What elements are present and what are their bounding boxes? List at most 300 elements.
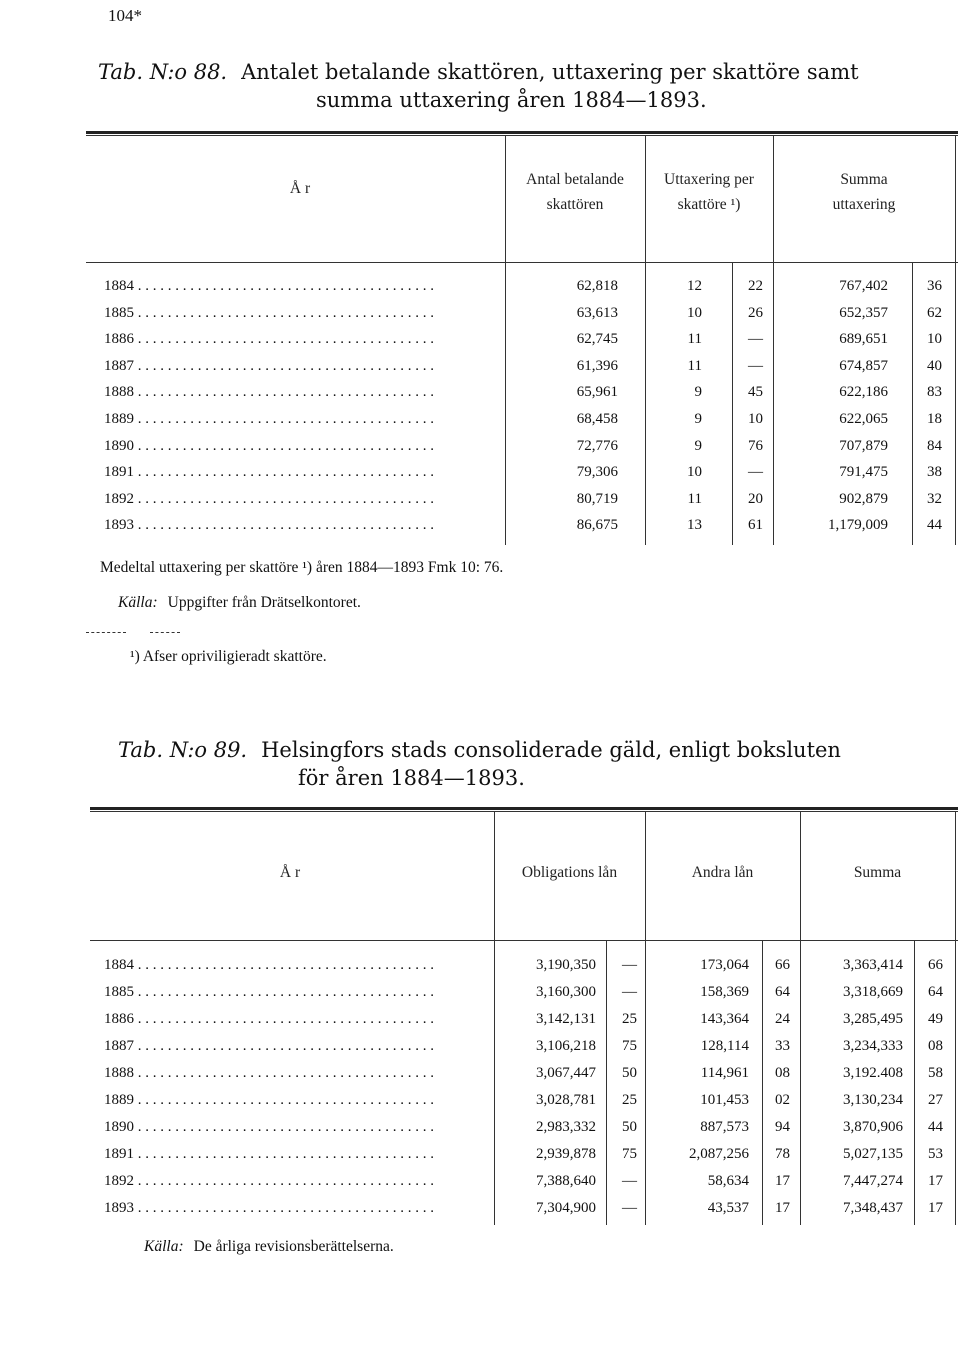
per-mk-cell [646, 515, 702, 535]
rule [90, 940, 958, 941]
column-divider [955, 811, 956, 1225]
sum-p-cell [915, 982, 943, 1002]
sum-mk-cell [774, 329, 888, 349]
bonds-p-cell [607, 1063, 637, 1083]
sum-p-cell-text: 18 [927, 411, 942, 427]
bonds-p-cell [607, 1171, 637, 1191]
per-p-cell-text: 22 [748, 278, 763, 294]
bonds-mk-cell-text: 7,388,640 [536, 1173, 596, 1189]
payers-cell-text: 62,818 [576, 278, 618, 294]
other-mk-cell [646, 1117, 749, 1137]
per-p-cell [733, 515, 763, 535]
leader-dots: . . . . . . . . . . . . . . . . . . . . . . . . . . . . . . . . . . . . . . . . [134, 984, 434, 1000]
year-cell [104, 982, 486, 1002]
other-mk-cell [646, 1090, 749, 1110]
rule [90, 807, 958, 810]
bonds-p-cell-text: 25 [622, 1011, 637, 1027]
other-p-cell [763, 1144, 790, 1164]
sum-p-cell-text: 84 [927, 437, 942, 454]
sum-mk-cell-text: 7,447,274 [843, 1173, 903, 1189]
sum-p-cell [915, 1009, 943, 1029]
per-p-cell-text: 76 [748, 437, 763, 454]
sum-p-cell-text: 36 [927, 278, 942, 294]
sum-p-cell [913, 276, 942, 296]
source-88 [118, 594, 361, 612]
sum-p-cell [915, 1036, 943, 1056]
bonds-mk-cell [495, 1117, 596, 1137]
bonds-mk-cell-text: 3,160,300 [536, 984, 596, 1000]
other-p-cell-text: 64 [775, 984, 790, 1000]
per-mk-cell [646, 276, 702, 296]
table-88-label: Tab. N:o 88. [98, 60, 228, 84]
year-cell [104, 1171, 486, 1191]
table-89-label: Tab. N:o 89. [118, 738, 248, 762]
per-mk-cell-text: 12 [687, 278, 702, 294]
per-mk-cell-text: 11 [687, 357, 702, 374]
year-cell-text: 1886 [104, 331, 134, 348]
other-mk-cell [646, 982, 749, 1002]
bonds-p-cell-text: 75 [622, 1146, 637, 1162]
year-cell-text: 1891 [104, 1146, 134, 1162]
sum-p-cell [913, 329, 942, 349]
other-mk-cell-text: 887,573 [700, 1119, 749, 1135]
year-cell [104, 276, 500, 296]
bonds-mk-cell [495, 1198, 596, 1218]
year-cell [104, 489, 500, 509]
other-mk-cell-text: 101,453 [700, 1092, 749, 1108]
sum-p-cell [915, 955, 943, 975]
bonds-p-cell [607, 1117, 637, 1137]
per-mk-cell [646, 356, 702, 376]
sum-mk-cell-text: 622,186 [839, 384, 888, 401]
sum-mk-cell-text: 1,179,009 [828, 517, 888, 534]
payers-cell-text: 79,306 [576, 464, 618, 481]
header-other-loans: Andra lån [691, 864, 754, 881]
header-sum [773, 167, 955, 217]
bonds-mk-cell [495, 1063, 596, 1083]
header-year: Å r [279, 864, 301, 881]
per-mk-cell [646, 382, 702, 402]
header-sum-line2: uttaxering [832, 196, 896, 213]
sum-p-cell [913, 489, 942, 509]
bonds-p-cell [607, 1144, 637, 1164]
year-cell [104, 1117, 486, 1137]
leader-dots: . . . . . . . . . . . . . . . . . . . . . . . . . . . . . . . . . . . . . . . . [134, 1146, 434, 1162]
sum-p-cell-text: 10 [927, 331, 942, 348]
year-cell [104, 1036, 486, 1056]
year-cell [104, 1144, 486, 1164]
per-mk-cell-text: 10 [687, 464, 702, 481]
bonds-p-cell-text: 75 [622, 1038, 637, 1054]
per-mk-cell [646, 462, 702, 482]
sum-p-cell-text: 53 [928, 1146, 943, 1162]
year-cell-text: 1889 [104, 1092, 134, 1108]
header-per-skattore [645, 167, 773, 217]
bonds-p-cell-text: 25 [622, 1092, 637, 1108]
payers-cell [506, 489, 618, 509]
rule [90, 811, 958, 812]
year-cell [104, 356, 500, 376]
sum-mk-cell-text: 3,192.408 [843, 1065, 903, 1081]
sum-mk-cell-text: 767,402 [839, 278, 888, 294]
year-cell-text: 1890 [104, 1119, 134, 1135]
other-p-cell [763, 982, 790, 1002]
year-cell [104, 1090, 486, 1110]
bonds-p-cell-text: 50 [622, 1119, 637, 1135]
year-cell [104, 1063, 486, 1083]
other-p-cell-text: 94 [775, 1119, 790, 1135]
sum-mk-cell-text: 689,651 [839, 331, 888, 348]
per-mk-cell [646, 409, 702, 429]
sum-p-cell [915, 1198, 943, 1218]
payers-cell-text: 63,613 [576, 304, 618, 321]
bonds-p-cell-text: — [622, 1200, 637, 1216]
header-year: Å r [289, 180, 311, 197]
leader-dots: . . . . . . . . . . . . . . . . . . . . . . . . . . . . . . . . . . . . . . . . [134, 1119, 434, 1135]
other-mk-cell-text: 114,961 [700, 1065, 749, 1081]
table-89-title [118, 736, 948, 792]
year-cell [104, 303, 500, 323]
leader-dots: . . . . . . . . . . . . . . . . . . . . . . . . . . . . . . . . . . . . . . . . [134, 957, 434, 973]
sum-mk-cell [774, 515, 888, 535]
other-mk-cell-text: 158,369 [700, 984, 749, 1000]
per-p-cell-text: — [748, 357, 763, 374]
year-cell-text: 1885 [104, 984, 134, 1000]
bonds-mk-cell-text: 2,983,332 [536, 1119, 596, 1135]
per-p-cell [733, 356, 763, 376]
payers-cell-text: 68,458 [576, 411, 618, 427]
bonds-mk-cell-text: 2,939,878 [536, 1146, 596, 1162]
sum-mk-cell [774, 436, 888, 456]
bonds-mk-cell [495, 1171, 596, 1191]
per-mk-cell-text: 11 [687, 331, 702, 348]
bonds-p-cell [607, 982, 637, 1002]
sum-mk-cell [774, 462, 888, 482]
other-p-cell [763, 1090, 790, 1110]
leader-dots: . . . . . . . . . . . . . . . . . . . . . . . . . . . . . . . . . . . . . . . . [134, 490, 434, 507]
sum-mk-cell-text: 3,363,414 [843, 957, 903, 973]
header-per-line1: Uttaxering per [664, 171, 754, 188]
sum-mk-cell-text: 3,318,669 [843, 984, 903, 1000]
sum-p-cell-text: 64 [928, 984, 943, 1000]
per-p-cell-text: — [748, 331, 763, 348]
sum-p-cell-text: 44 [928, 1119, 943, 1135]
per-p-cell [733, 303, 763, 323]
leader-dots: . . . . . . . . . . . . . . . . . . . . . . . . . . . . . . . . . . . . . . . . [134, 1038, 434, 1054]
other-mk-cell [646, 1009, 749, 1029]
sum-p-cell-text: 32 [927, 490, 942, 507]
year-cell-text: 1884 [104, 278, 134, 294]
sum-p-cell-text: 83 [927, 384, 942, 401]
other-p-cell-text: 02 [775, 1092, 790, 1108]
per-p-cell [733, 276, 763, 296]
year-cell-text: 1887 [104, 357, 134, 374]
year-cell [104, 382, 500, 402]
bonds-mk-cell [495, 955, 596, 975]
other-mk-cell-text: 43,537 [707, 1200, 749, 1216]
other-mk-cell-text: 173,064 [700, 957, 749, 973]
header-sum: Summa [853, 864, 902, 881]
other-p-cell [763, 955, 790, 975]
year-cell [104, 436, 500, 456]
rule [86, 262, 958, 263]
table-88-title-line1: Antalet betalande skattören, uttaxering per skattöre samt [241, 60, 859, 84]
other-mk-cell [646, 1063, 749, 1083]
sum-p-cell-text: 44 [927, 517, 942, 534]
sum-mk-cell [801, 1144, 903, 1164]
table-88-title [98, 58, 958, 114]
payers-cell [506, 409, 618, 429]
year-cell-text: 1891 [104, 464, 134, 481]
bonds-p-cell [607, 1009, 637, 1029]
other-p-cell [763, 1171, 790, 1191]
sum-p-cell [913, 436, 942, 456]
year-cell [104, 329, 500, 349]
payers-cell [506, 515, 618, 535]
sum-mk-cell [774, 409, 888, 429]
leader-dots: . . . . . . . . . . . . . . . . . . . . . . . . . . . . . . . . . . . . . . . . [134, 1200, 434, 1216]
sum-p-cell-text: 40 [927, 357, 942, 374]
year-cell [104, 955, 486, 975]
sum-mk-cell-text: 3,870,906 [843, 1119, 903, 1135]
payers-cell-text: 86,675 [576, 517, 618, 534]
sum-mk-cell-text: 622,065 [839, 411, 888, 427]
leader-dots: . . . . . . . . . . . . . . . . . . . . . . . . . . . . . . . . . . . . . . . . [134, 1173, 434, 1189]
per-mk-cell [646, 436, 702, 456]
year-cell-text: 1887 [104, 1038, 134, 1054]
other-p-cell [763, 1036, 790, 1056]
bonds-p-cell [607, 1036, 637, 1056]
header-sum-line1: Summa [840, 171, 888, 188]
payers-cell [506, 382, 618, 402]
sum-mk-cell-text: 3,285,495 [843, 1011, 903, 1027]
per-p-cell [733, 436, 763, 456]
footnote: ¹) Afser opriviligieradt skattöre. [130, 648, 327, 665]
sum-p-cell-text: 62 [927, 304, 942, 321]
header-per-line2: skattöre ¹) [677, 196, 741, 213]
bonds-mk-cell-text: 3,028,781 [536, 1092, 596, 1108]
footnote-rule [86, 632, 126, 633]
bonds-mk-cell [495, 982, 596, 1002]
year-cell-text: 1892 [104, 490, 134, 507]
year-cell-text: 1884 [104, 957, 134, 973]
sum-mk-cell [774, 303, 888, 323]
source-label: Källa: [144, 1238, 184, 1255]
payers-cell-text: 80,719 [576, 490, 618, 507]
sum-p-cell-text: 58 [928, 1065, 943, 1081]
sum-p-cell [913, 409, 942, 429]
leader-dots: . . . . . . . . . . . . . . . . . . . . . . . . . . . . . . . . . . . . . . . . [134, 331, 434, 348]
sum-mk-cell [801, 1063, 903, 1083]
bonds-mk-cell-text: 7,304,900 [536, 1200, 596, 1216]
rule [86, 135, 958, 136]
bonds-p-cell [607, 1198, 637, 1218]
sum-p-cell [913, 382, 942, 402]
leader-dots: . . . . . . . . . . . . . . . . . . . . . . . . . . . . . . . . . . . . . . . . [134, 278, 434, 294]
sum-mk-cell [801, 982, 903, 1002]
table-89-title-line2: för åren 1884—1893. [298, 766, 525, 790]
sum-p-cell [913, 303, 942, 323]
sum-mk-cell [801, 1090, 903, 1110]
source-text: De årliga revisionsberättelserna. [193, 1238, 394, 1255]
sum-mk-cell [801, 1009, 903, 1029]
per-p-cell [733, 489, 763, 509]
bonds-p-cell-text: — [622, 984, 637, 1000]
bonds-p-cell-text: 50 [622, 1065, 637, 1081]
sum-p-cell [915, 1171, 943, 1191]
header-payers [505, 167, 645, 217]
per-p-cell-text: 45 [748, 384, 763, 401]
sum-mk-cell [801, 1117, 903, 1137]
year-cell-text: 1886 [104, 1011, 134, 1027]
table-88-title-line2: summa uttaxering åren 1884—1893. [316, 88, 707, 112]
sum-mk-cell [801, 955, 903, 975]
year-cell-text: 1888 [104, 1065, 134, 1081]
bonds-mk-cell-text: 3,190,350 [536, 957, 596, 973]
per-p-cell-text: 61 [748, 517, 763, 534]
year-cell [104, 1009, 486, 1029]
sum-mk-cell-text: 791,475 [839, 464, 888, 481]
sum-mk-cell-text: 707,879 [839, 437, 888, 454]
average-note: Medeltal uttaxering per skattöre ¹) åren 1884—1893 Fmk 10: 76. [100, 559, 504, 576]
year-cell [104, 462, 500, 482]
bonds-mk-cell [495, 1036, 596, 1056]
bonds-mk-cell-text: 3,067,447 [536, 1065, 596, 1081]
other-mk-cell-text: 58,634 [707, 1173, 749, 1189]
other-mk-cell-text: 2,087,256 [689, 1146, 749, 1162]
leader-dots: . . . . . . . . . . . . . . . . . . . . . . . . . . . . . . . . . . . . . . . . [134, 411, 434, 427]
other-mk-cell-text: 143,364 [700, 1011, 749, 1027]
payers-cell [506, 303, 618, 323]
year-cell [104, 1198, 486, 1218]
sum-mk-cell-text: 5,027,135 [843, 1146, 903, 1162]
sum-mk-cell [774, 356, 888, 376]
year-cell-text: 1889 [104, 411, 134, 427]
sum-p-cell [913, 462, 942, 482]
sum-mk-cell-text: 902,879 [839, 490, 888, 507]
other-p-cell-text: 08 [775, 1065, 790, 1081]
sum-mk-cell-text: 7,348,437 [843, 1200, 903, 1216]
per-mk-cell-text: 9 [694, 411, 702, 427]
source-89 [144, 1238, 394, 1256]
payers-cell [506, 356, 618, 376]
sum-mk-cell-text: 674,857 [839, 357, 888, 374]
per-p-cell [733, 382, 763, 402]
payers-cell [506, 436, 618, 456]
sum-p-cell-text: 08 [928, 1038, 943, 1054]
leader-dots: . . . . . . . . . . . . . . . . . . . . . . . . . . . . . . . . . . . . . . . . [134, 517, 434, 534]
year-cell-text: 1888 [104, 384, 134, 401]
other-p-cell-text: 24 [775, 1011, 790, 1027]
payers-cell-text: 61,396 [576, 357, 618, 374]
source-label: Källa: [118, 594, 158, 611]
sum-p-cell [915, 1063, 943, 1083]
other-p-cell-text: 66 [775, 957, 790, 973]
bonds-p-cell [607, 955, 637, 975]
sum-mk-cell [801, 1198, 903, 1218]
other-mk-cell-text: 128,114 [700, 1038, 749, 1054]
per-mk-cell-text: 10 [687, 304, 702, 321]
table-89-title-line1: Helsingfors stads consoliderade gäld, enligt boksluten [261, 738, 841, 762]
year-cell-text: 1890 [104, 437, 134, 454]
other-p-cell [763, 1198, 790, 1218]
header-payers-line2: skattören [546, 196, 604, 213]
sum-p-cell [913, 515, 942, 535]
per-p-cell-text: 26 [748, 304, 763, 321]
sum-p-cell [915, 1144, 943, 1164]
per-mk-cell [646, 303, 702, 323]
sum-p-cell-text: 27 [928, 1092, 943, 1108]
bonds-p-cell-text: — [622, 957, 637, 973]
rule [86, 131, 958, 134]
bonds-p-cell [607, 1090, 637, 1110]
year-cell-text: 1893 [104, 517, 134, 534]
leader-dots: . . . . . . . . . . . . . . . . . . . . . . . . . . . . . . . . . . . . . . . . [134, 304, 434, 321]
payers-cell-text: 72,776 [576, 437, 618, 454]
per-mk-cell-text: 9 [694, 437, 702, 454]
sum-mk-cell [774, 276, 888, 296]
source-text: Uppgifter från Drätselkontoret. [167, 594, 361, 611]
year-cell-text: 1892 [104, 1173, 134, 1189]
bonds-mk-cell [495, 1090, 596, 1110]
other-mk-cell [646, 955, 749, 975]
per-p-cell-text: — [748, 464, 763, 481]
payers-cell-text: 62,745 [576, 331, 618, 348]
sum-mk-cell-text: 652,357 [839, 304, 888, 321]
sum-mk-cell [801, 1171, 903, 1191]
per-mk-cell [646, 329, 702, 349]
footnote-rule [150, 632, 180, 633]
leader-dots: . . . . . . . . . . . . . . . . . . . . . . . . . . . . . . . . . . . . . . . . [134, 1092, 434, 1108]
bonds-mk-cell-text: 3,106,218 [536, 1038, 596, 1054]
year-cell-text: 1893 [104, 1200, 134, 1216]
leader-dots: . . . . . . . . . . . . . . . . . . . . . . . . . . . . . . . . . . . . . . . . [134, 1065, 434, 1081]
payers-cell-text: 65,961 [576, 384, 618, 401]
sum-p-cell-text: 66 [928, 957, 943, 973]
sum-p-cell-text: 17 [928, 1173, 943, 1189]
sum-mk-cell-text: 3,234,333 [843, 1038, 903, 1054]
other-p-cell-text: 17 [775, 1200, 790, 1216]
year-cell [104, 515, 500, 535]
per-mk-cell-text: 13 [687, 517, 702, 534]
other-p-cell-text: 78 [775, 1146, 790, 1162]
other-mk-cell [646, 1198, 749, 1218]
per-mk-cell [646, 489, 702, 509]
payers-cell [506, 276, 618, 296]
sum-mk-cell [774, 489, 888, 509]
other-mk-cell [646, 1171, 749, 1191]
sum-p-cell [915, 1117, 943, 1137]
sum-mk-cell [774, 382, 888, 402]
other-mk-cell [646, 1036, 749, 1056]
leader-dots: . . . . . . . . . . . . . . . . . . . . . . . . . . . . . . . . . . . . . . . . [134, 384, 434, 401]
bonds-mk-cell [495, 1144, 596, 1164]
per-p-cell-text: 10 [748, 411, 763, 427]
page-number: 104* [108, 6, 142, 25]
per-p-cell [733, 409, 763, 429]
per-p-cell [733, 462, 763, 482]
other-p-cell [763, 1063, 790, 1083]
leader-dots: . . . . . . . . . . . . . . . . . . . . . . . . . . . . . . . . . . . . . . . . [134, 357, 434, 374]
year-cell [104, 409, 500, 429]
other-p-cell-text: 17 [775, 1173, 790, 1189]
year-cell-text: 1885 [104, 304, 134, 321]
sum-p-cell [913, 356, 942, 376]
sum-mk-cell-text: 3,130,234 [843, 1092, 903, 1108]
payers-cell [506, 329, 618, 349]
other-p-cell [763, 1009, 790, 1029]
bonds-mk-cell-text: 3,142,131 [536, 1011, 596, 1027]
